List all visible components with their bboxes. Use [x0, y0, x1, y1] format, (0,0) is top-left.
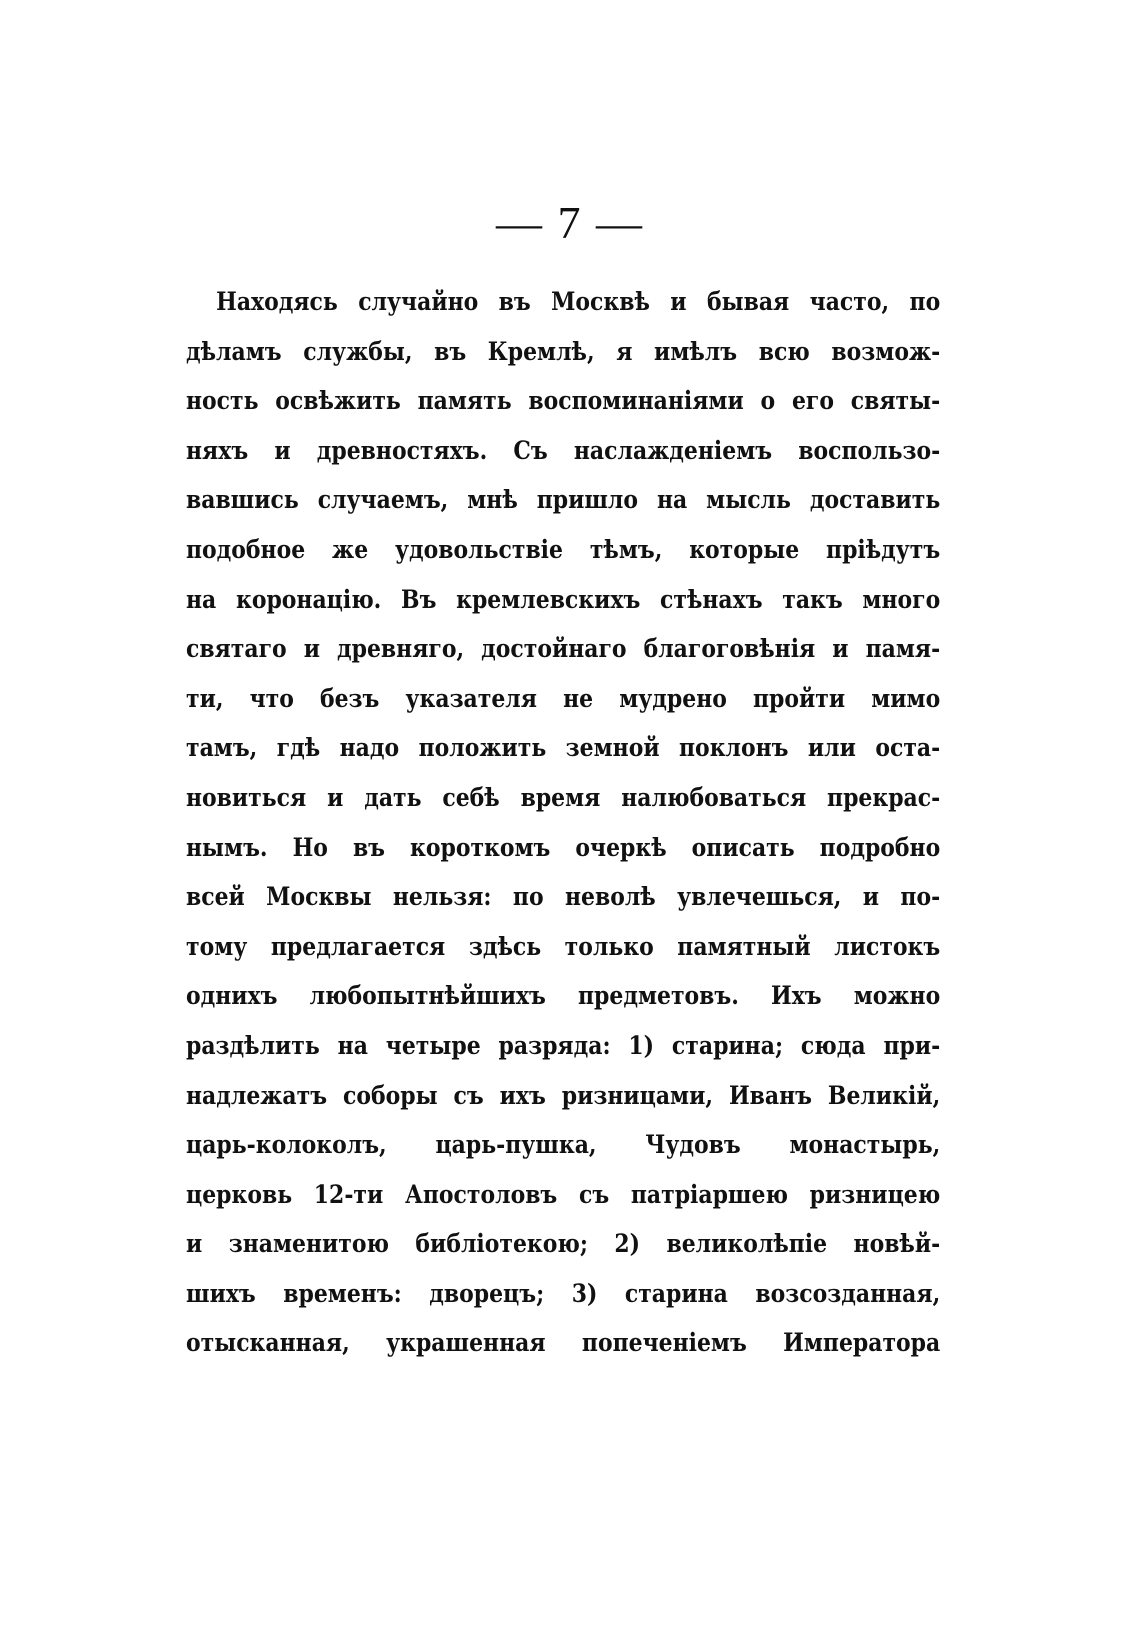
text-line: на коронацію. Въ кремлевскихъ стѣнахъ такъ много [186, 584, 941, 615]
text-line: царь-колоколъ, царь-пушка, Чудовъ монастырь, [186, 1130, 941, 1161]
text-line: однихъ любопытнѣйшихъ предметовъ. Ихъ можно [186, 981, 941, 1012]
text-line: подобное же удовольствіе тѣмъ, которые пріѣдутъ [186, 534, 941, 565]
text-line: нымъ. Но въ короткомъ очеркѣ описать подробно [186, 832, 941, 863]
text-line: новиться и дать себѣ время налюбоваться прекрас- [186, 782, 941, 813]
text-line: ти, что безъ указателя не мудрено пройти мимо [186, 683, 941, 714]
page-number: — 7 — [496, 197, 644, 248]
text-line: всей Москвы нельзя: по неволѣ увлечешься, и по- [186, 882, 941, 913]
text-line: церковь 12-ти Апостоловъ съ патріаршею ризницею [186, 1179, 941, 1210]
text-line: Находясь случайно въ Москвѣ и бывая часто, по [216, 287, 941, 317]
text-line: дѣламъ службы, въ Кремлѣ, я имѣлъ всю возмож- [186, 336, 941, 367]
text-line: шихъ временъ: дворецъ; 3) старина возсозданная, [186, 1278, 941, 1309]
text-line: ность освѣжить память воспоминаніями о его святы- [186, 386, 941, 417]
text-line: няхъ и древностяхъ. Съ наслажденіемъ воспользо- [186, 435, 941, 466]
text-line: раздѣлить на четыре разряда: 1) старина; сюда при- [186, 1030, 941, 1061]
text-line: отысканная, украшенная попеченіемъ Императора [186, 1328, 941, 1359]
body-text [186, 278, 940, 1369]
text-line: надлежатъ соборы съ ихъ ризницами, Иванъ Великій, [186, 1080, 941, 1111]
text-line: тому предлагается здѣсь только памятный листокъ [186, 931, 941, 962]
text-line: тамъ, гдѣ надо положить земной поклонъ или оста- [186, 733, 941, 764]
text-line: и знаменитою библіотекою; 2) великолѣпіе новѣй- [186, 1229, 941, 1260]
text-line: вавшись случаемъ, мнѣ пришло на мысль доставить [186, 485, 941, 516]
text-line: святаго и древняго, достойнаго благоговѣнія и памя- [186, 634, 941, 665]
